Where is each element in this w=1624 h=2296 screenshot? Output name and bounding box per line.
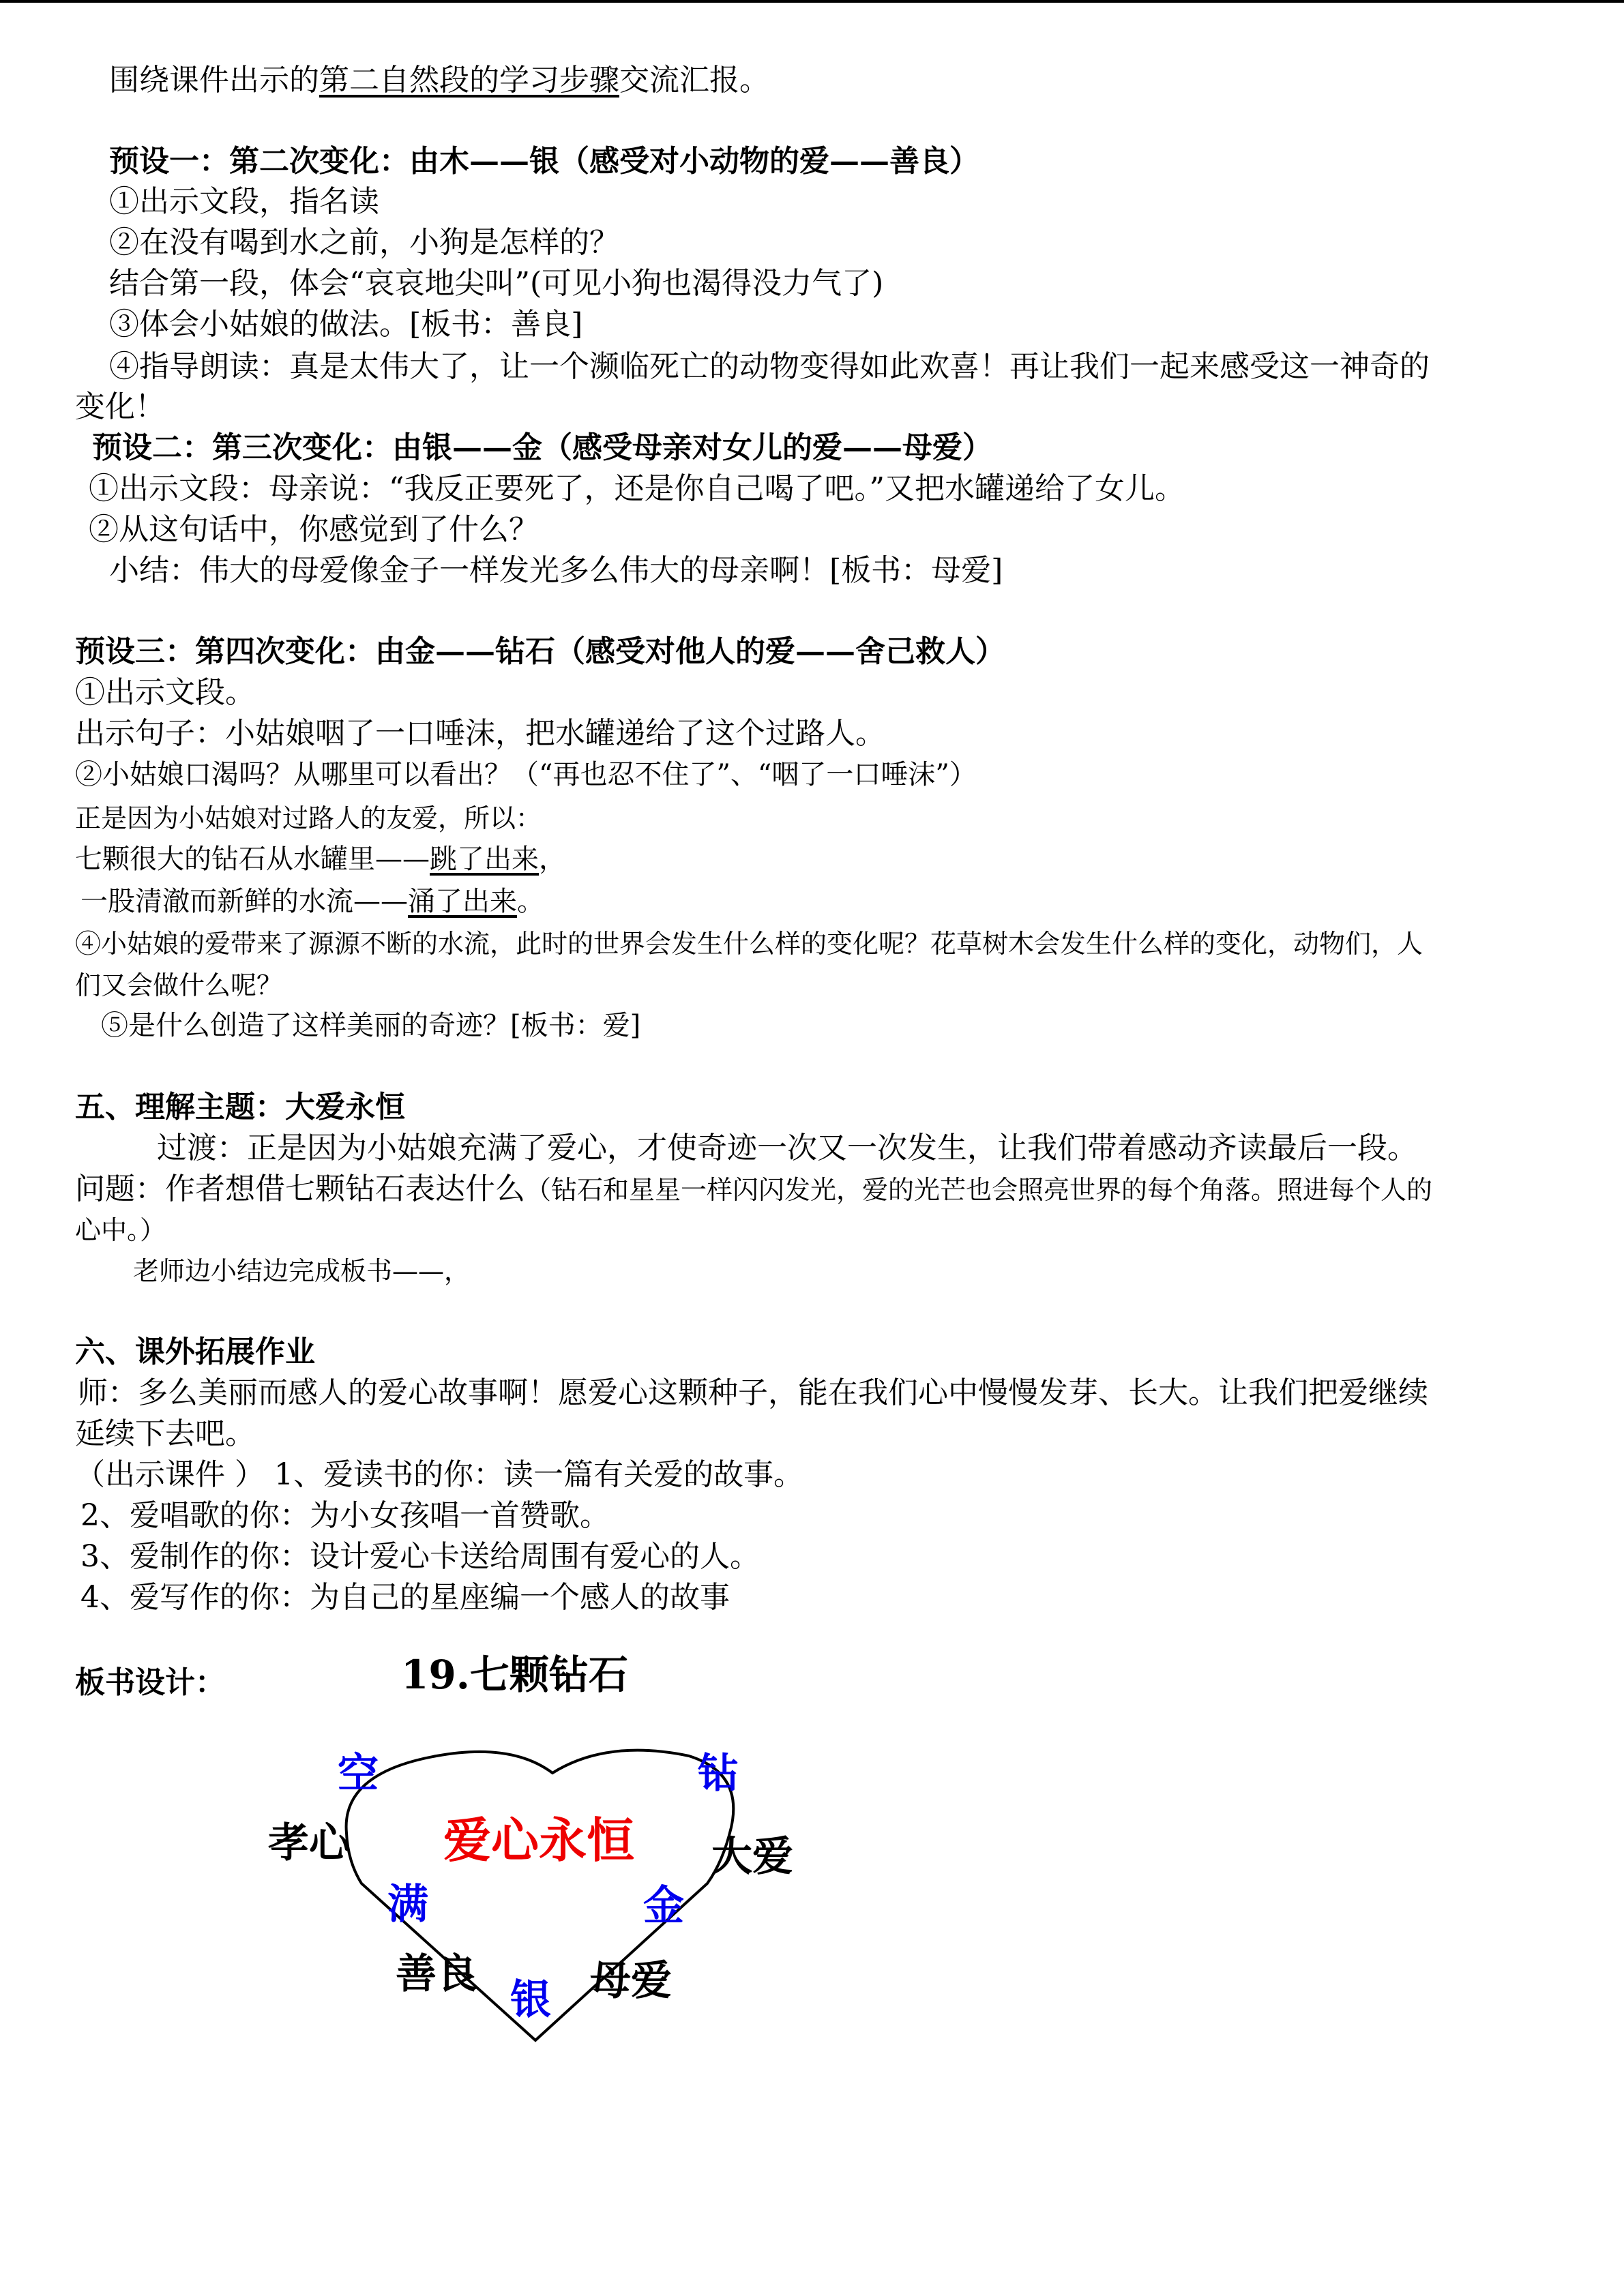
board-word-yin: 银 bbox=[510, 1976, 551, 2024]
board-word-jin: 金 bbox=[643, 1882, 684, 1930]
intro-line bbox=[109, 63, 769, 99]
board-word-shanliang: 善良 bbox=[396, 1950, 477, 1998]
preset3-line-8: ⑤是什么创造了这样美丽的奇迹？[板书：爱] bbox=[101, 1010, 641, 1041]
section5-line-1: 过渡：正是因为小姑娘充满了爱心，才使奇迹一次又一次发生，让我们带着感动齐读最后一段。 bbox=[157, 1131, 1417, 1165]
preset3-line-4: 正是因为小姑娘对过路人的友爱，所以： bbox=[75, 803, 542, 833]
board-word-muai: 母爱 bbox=[590, 1957, 672, 2005]
preset3-line-6-pre: 一股清澈而新鲜的水流—— bbox=[80, 886, 408, 917]
preset2-line-3: 小结：伟大的母爱像金子一样发光多么伟大的母亲啊！[板书：母爱] bbox=[109, 553, 1003, 588]
section6-line-5: 4、爱写作的你：为自己的星座编一个感人的故事 bbox=[80, 1580, 730, 1615]
preset2-title: 预设二：第三次变化：由银——金（感受母亲对女儿的爱——母爱） bbox=[92, 430, 992, 465]
section6-line-3: 2、爱唱歌的你：为小女孩唱一首赞歌。 bbox=[80, 1498, 610, 1533]
section6-line-4: 3、爱制作的你：设计爱心卡送给周围有爱心的人。 bbox=[80, 1539, 760, 1574]
board-word-man: 满 bbox=[387, 1881, 428, 1928]
section5-title: 五、理解主题：大爱永恒 bbox=[75, 1090, 405, 1124]
section6-line-2: （出示课件 ） 1、爱读书的你：读一篇有关爱的故事。 bbox=[75, 1457, 803, 1492]
preset1-title: 预设一：第二次变化：由木——银（感受对小动物的爱——善良） bbox=[109, 144, 979, 179]
preset1-line-1: ①出示文段，指名读 bbox=[109, 184, 379, 219]
preset1-line-4: ③体会小姑娘的做法。[板书：善良] bbox=[109, 307, 583, 342]
preset2-line-2: ②从这句话中，你感觉到了什么？ bbox=[89, 512, 539, 547]
preset2-line-1: ①出示文段：母亲说：“我反正要死了，还是你自己喝了吧。”又把水罐递给了女儿。 bbox=[89, 471, 1185, 506]
section6-line-1a: 师：多么美丽而感人的爱心故事啊！愿爱心这颗种子，能在我们心中慢慢发芽、长大。让我们把爱继续 bbox=[78, 1375, 1428, 1410]
board-word-kong: 空 bbox=[338, 1750, 379, 1798]
preset3-line-5-pre: 七颗很大的钻石从水罐里—— bbox=[75, 844, 430, 875]
section6-title: 六、课外拓展作业 bbox=[75, 1335, 315, 1369]
board-title: 19.七颗钻石 bbox=[401, 1652, 628, 1698]
section5-line-2-small: （钻石和星星一样闪闪发光，爱的光芒也会照亮世界的每个角落。照进每个人的 bbox=[525, 1175, 1433, 1205]
section5-line-2-pre: 问题：作者想借七颗钻石表达什么 bbox=[75, 1172, 525, 1206]
board-label: 板书设计： bbox=[75, 1665, 225, 1700]
preset3-line-2: 出示句子：小姑娘咽了一口唾沫，把水罐递给了这个过路人。 bbox=[75, 716, 885, 751]
preset1-line-3: 结合第一段，体会“哀哀地尖叫”(可见小狗也渴得没力气了) bbox=[109, 266, 884, 301]
intro-pre: 围绕课件出示的 bbox=[109, 63, 319, 98]
preset3-title: 预设三：第四次变化：由金——钻石（感受对他人的爱——舍己救人） bbox=[75, 634, 1005, 669]
preset1-line-5b: 变化！ bbox=[75, 389, 165, 424]
preset1-line-2: ②在没有喝到水之前，小狗是怎样的？ bbox=[109, 225, 619, 260]
board-word-zuan: 钻 bbox=[698, 1750, 739, 1798]
preset3-line-7b: 们又会做什么呢？ bbox=[75, 970, 283, 1000]
preset3-line-6 bbox=[80, 885, 544, 918]
preset1-line-5a: ④指导朗读：真是太伟大了，让一个濒临死亡的动物变得如此欢喜！再让我们一起来感受这一神奇的 bbox=[109, 349, 1430, 384]
preset3-line-5-underlined: 跳了出来 bbox=[430, 844, 539, 875]
section5-line-3: 心中。） bbox=[75, 1215, 166, 1245]
top-rule bbox=[0, 0, 1624, 3]
board-word-xiaoxin: 孝心 bbox=[268, 1819, 350, 1867]
preset3-line-6-post: 。 bbox=[517, 886, 544, 917]
preset3-line-5-post: ， bbox=[539, 844, 566, 875]
section5-line-4: 老师边小结边完成板书——， bbox=[133, 1256, 471, 1286]
board-center-text: 爱心永恒 bbox=[443, 1812, 634, 1868]
intro-post: 交流汇报。 bbox=[619, 63, 769, 98]
preset3-line-7a: ④小姑娘的爱带来了源源不断的水流，此时的世界会发生什么样的变化呢？花草树木会发生什么样的变化，动物们，人 bbox=[75, 929, 1423, 959]
preset3-line-6-underlined: 涌了出来 bbox=[408, 886, 517, 917]
section5-line-2 bbox=[75, 1172, 1432, 1208]
board-word-daai: 大爱 bbox=[711, 1833, 793, 1881]
preset3-line-1: ①出示文段。 bbox=[75, 675, 255, 710]
preset3-line-3: ②小姑娘口渴吗？从哪里可以看出？（“再也忍不住了”、“咽了一口唾沫”） bbox=[75, 759, 977, 790]
preset3-line-5 bbox=[75, 843, 566, 876]
intro-underlined: 第二自然段的学习步骤 bbox=[319, 63, 619, 98]
section6-line-1b: 延续下去吧。 bbox=[75, 1416, 255, 1451]
